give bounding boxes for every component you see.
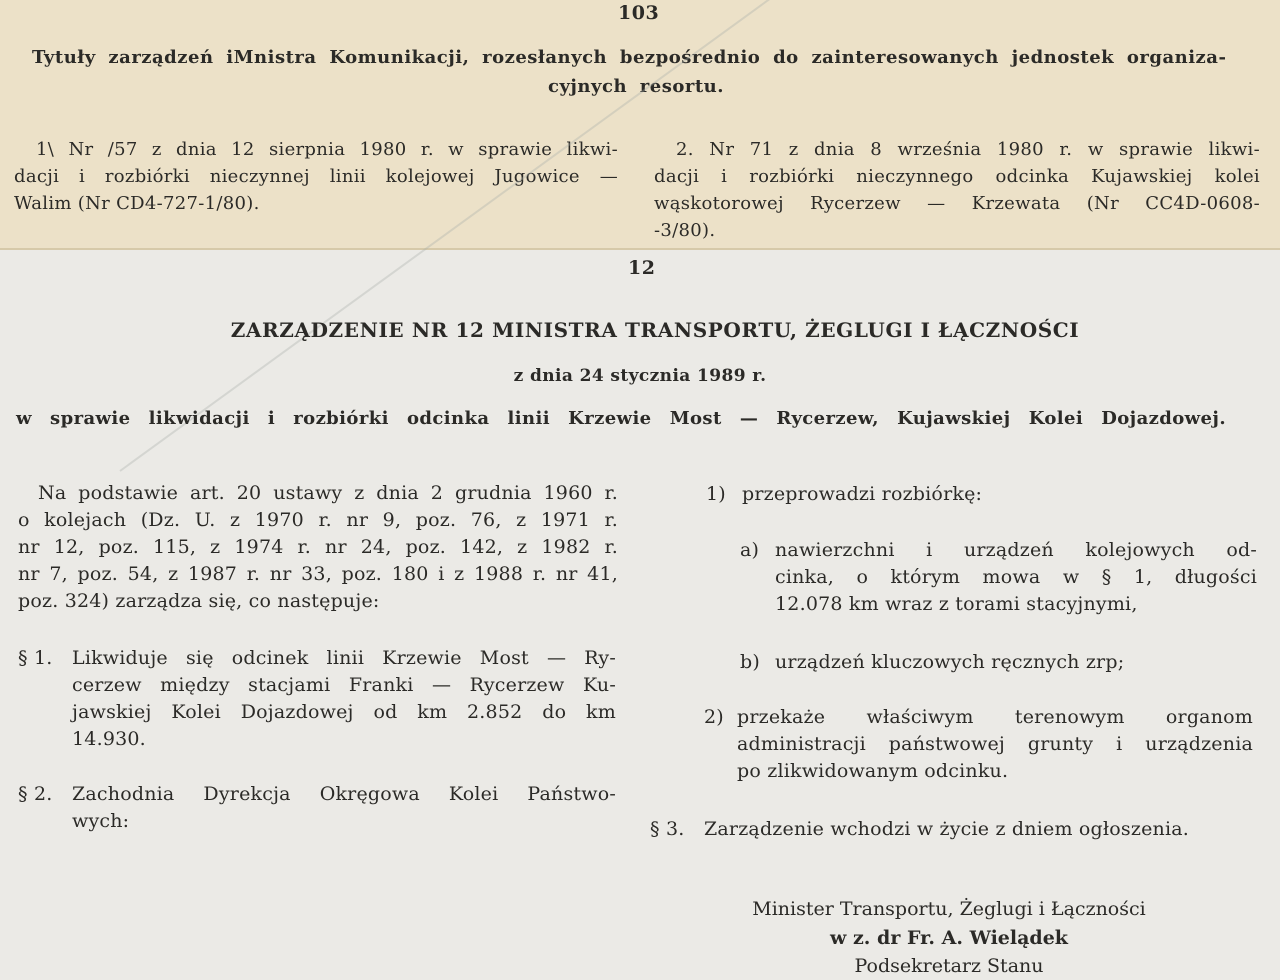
document-number: 12 [628, 257, 656, 279]
point-2-text: przekaże właściwym terenowym organom administracji państwowej grunty i urządzenia po zlikwidowanym odcinku. [737, 706, 1253, 782]
point-b-text: urządzeń kluczowych ręcznych zrp; [775, 651, 1125, 673]
point-a-label: a) [740, 539, 760, 561]
document-title: ZARZĄDZENIE NR 12 MINISTRA TRANSPORTU, ŻEGLUGI I ŁĄCZNOŚCI [230, 318, 1080, 342]
signature-role: Podsekretarz Stanu [854, 955, 1044, 977]
section-2-label: § 2. [18, 783, 53, 805]
preamble: Na podstawie art. 20 ustawy z dnia 2 grudnia 1960 r. o kolejach (Dz. U. z 1970 r. nr 9, poz. 76, z 1971 r. nr 12, poz. 115, z 1974 r. nr 24, poz. 142, z 1982 r. nr 7, poz. 54, z 1987 r. nr 33, poz. 180 i z 1988 r. nr 41, poz. 324) zarządza się, co następuje: [18, 482, 618, 612]
point-1-label: 1) [706, 483, 726, 505]
section-3-text: Zarządzenie wchodzi w życie z dniem ogłoszenia. [704, 818, 1189, 840]
signature-title: Minister Transportu, Żeglugi i Łączności [752, 898, 1146, 920]
point-a-text: nawierzchni i urządzeń kolejowych od- cinka, o którym mowa w § 1, długości 12.078 km wraz z torami stacyjnymi, [775, 539, 1257, 615]
clipping-heading-line1: Tytuły zarządzeń iMnistra Komunikacji, rozesłanych bezpośrednio do zainteresowanych jednostek organiza- [32, 47, 1227, 68]
document-date: z dnia 24 stycznia 1989 r. [513, 366, 767, 386]
top-clipping [0, 0, 1280, 250]
point-2-label: 2) [704, 706, 724, 728]
section-1-label: § 1. [18, 647, 53, 669]
clipping-item-2: 2. Nr 71 z dnia 8 września 1980 r. w sprawie likwi- dacji i rozbiórki nieczynnego odcinka Kujawskiej kolei wąskotorowej Rycerzew — Krzewata (Nr CC4D-0608- -3/80). [654, 139, 1260, 241]
point-b-label: b) [740, 651, 760, 673]
section-3-label: § 3. [650, 818, 685, 840]
document-subject: w sprawie likwidacji i rozbiórki odcinka linii Krzewie Most — Rycerzew, Kujawskiej Kolei Dojazdowej. [16, 408, 1226, 429]
section-2-text: Zachodnia Dyrekcja Okręgowa Kolei Państwo- wych: [72, 783, 616, 832]
clipping-item-1: 1\ Nr /57 z dnia 12 sierpnia 1980 r. w sprawie likwi- dacji i rozbiórki nieczynnej linii kolejowej Jugowice — Walim (Nr CD4-727-1/80). [14, 139, 618, 214]
page-number: 103 [618, 2, 660, 24]
clipping-heading-line2: cyjnych resortu. [548, 76, 725, 97]
section-1-text: Likwiduje się odcinek linii Krzewie Most — Ry- cerzew między stacjami Franki — Rycerzew Ku- jawskiej Kolei Dojazdowej od km 2.852 do km 14.930. [72, 647, 616, 750]
signature-name: w z. dr Fr. A. Wielądek [830, 927, 1068, 949]
point-1-text: przeprowadzi rozbiórkę: [742, 483, 983, 505]
